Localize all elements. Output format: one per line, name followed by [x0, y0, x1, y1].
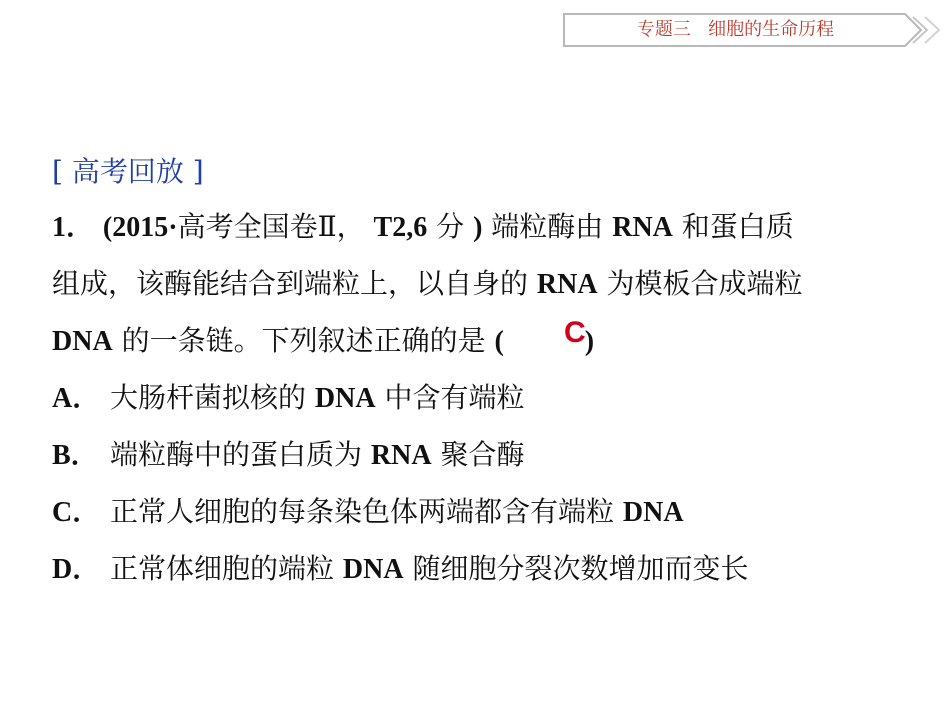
- option-letter: A．: [52, 383, 101, 414]
- option-b: [52, 435, 525, 476]
- topic-banner: [563, 13, 943, 47]
- stem-text-3a: 的一条链。下列叙述正确的是: [121, 324, 486, 357]
- option-a: [52, 378, 525, 419]
- banner-title: [563, 13, 908, 47]
- option-letter: C．: [52, 497, 101, 528]
- answer-mark: C: [564, 316, 586, 349]
- banner-chapter: 细胞的生命历程: [708, 19, 835, 40]
- section-heading: [ 高考回放 ]: [52, 155, 204, 188]
- option-bold-term: DNA: [342, 554, 404, 585]
- option-text: 端粒酶中的蛋白质为: [110, 438, 363, 471]
- option-letter: D．: [52, 554, 101, 585]
- paren-close: ): [584, 326, 595, 357]
- stem-text-1a: 端粒酶由: [491, 210, 604, 243]
- question-line-2: [52, 264, 803, 305]
- paren-open: (: [494, 326, 504, 357]
- stem-rna-1: RNA: [612, 212, 673, 243]
- stem-rna-2: RNA: [536, 269, 598, 300]
- option-d: [52, 549, 749, 590]
- option-text-tail: 随细胞分裂次数增加而变长: [412, 552, 749, 585]
- stem-text-2a: 组成，该酶能结合到端粒上，以自身的: [52, 267, 529, 300]
- question-line-1: [52, 207, 794, 248]
- option-bold-term: DNA: [314, 383, 376, 414]
- option-text: 大肠杆菌拟核的: [110, 381, 307, 414]
- option-text: 正常人细胞的每条染色体两端都含有端粒: [110, 495, 615, 528]
- stem-text-2b: 为模板合成端粒: [606, 267, 803, 300]
- source-unit: 分: [436, 210, 465, 243]
- option-letter: B．: [52, 440, 99, 471]
- option-text-tail: 中含有端粒: [384, 381, 525, 414]
- source-close: ): [473, 212, 483, 243]
- banner-topic: 专题三: [636, 19, 691, 40]
- source-exam: 高考全国卷Ⅱ，: [177, 210, 365, 243]
- stem-text-1b: 和蛋白质: [681, 210, 794, 243]
- question-line-3: [52, 321, 594, 362]
- source-open: (2015·: [102, 212, 178, 243]
- question-number: 1．: [52, 212, 95, 243]
- option-text: 正常体细胞的端粒: [110, 552, 335, 585]
- option-bold-term: DNA: [622, 497, 684, 528]
- option-bold-term: RNA: [370, 440, 432, 471]
- option-text-tail: 聚合酶: [440, 438, 525, 471]
- source-meta: T2,6: [373, 212, 428, 243]
- option-c: [52, 492, 684, 533]
- stem-dna-3: DNA: [52, 326, 113, 357]
